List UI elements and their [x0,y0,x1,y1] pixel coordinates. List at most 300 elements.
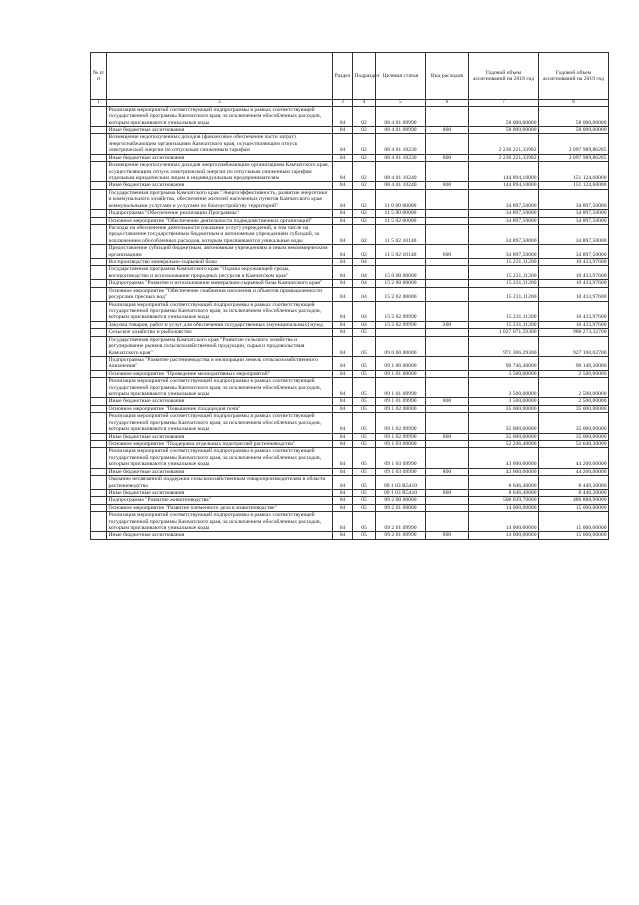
table-row [91,182,609,189]
row-name-cell: Иные бюджетные ассигнования [107,154,333,161]
table-row [91,398,609,405]
column-number-row [91,100,609,107]
row-razdel-cell: 04 [333,182,353,189]
table-row [91,497,609,504]
row-name-cell: Иные бюджетные ассигнования [107,489,333,496]
row-name-cell: Сельское хозяйство и рыболовство [107,329,333,336]
row-2018-cell: 3 500,00000 [469,378,539,398]
row-podrazdel-cell: 04 [353,266,376,280]
row-podrazdel-cell: 05 [353,433,376,440]
row-tsel-cell: 09 1 03 R5410 [376,489,426,496]
column-number: 4 [353,100,376,107]
row-2019-cell: 10 433,97600 [539,266,609,280]
row-vid-cell [426,370,469,377]
row-razdel-cell: 04 [333,266,353,280]
row-num-cell [91,321,107,328]
row-podrazdel-cell: 04 [353,321,376,328]
row-vid-cell [426,106,469,126]
row-name-cell: Реализация мероприятий соответствующей подпрограммы в рамках соответствующей государственной программы Камчатского края, за исключением обособленных расходов, которым присваиваются уникальные коды [107,106,333,126]
table-row [91,448,609,468]
header-vid: Вид расходов [426,53,469,100]
row-podrazdel-cell: 05 [353,504,376,511]
table-row [91,504,609,511]
row-name-cell: Иные бюджетные ассигнования [107,433,333,440]
row-tsel-cell [376,259,426,266]
row-name-cell: Реализация мероприятий соответствующей подпрограммы в рамках соответствующей государственной программы Камчатского края, за исключением обособленных расходов, которым присваиваются уникальные коды [107,448,333,468]
row-vid-cell [426,224,469,244]
row-razdel-cell: 04 [333,336,353,356]
row-2019-cell: 10 433,97600 [539,287,609,301]
row-razdel-cell: 04 [333,512,353,532]
row-num-cell [91,532,107,539]
header-name [107,53,333,100]
row-2018-cell: 34 897,50000 [469,245,539,259]
row-2019-cell: 3 097 989,86285 [539,134,609,154]
row-podrazdel-cell: 05 [353,398,376,405]
table-row [91,259,609,266]
column-number: 5 [376,100,426,107]
column-number: 8 [539,100,609,107]
table-row [91,245,609,259]
table-row [91,433,609,440]
row-tsel-cell: 08 4 01 10230 [376,134,426,154]
header-podrazdel: Подраздел [353,53,376,100]
row-name-cell: Закупка товаров, работ и услуг для обеспечения государственных (муниципальных) нужд [107,321,333,328]
row-2019-cell: 988 273,32700 [539,329,609,336]
row-2019-cell: 3 097 989,86285 [539,154,609,161]
row-num-cell [91,182,107,189]
table-row [91,468,609,475]
row-2019-cell: 15 000,00000 [539,532,609,539]
row-name-cell: Иные бюджетные ассигнования [107,532,333,539]
row-vid-cell [426,259,469,266]
row-razdel-cell: 04 [333,301,353,321]
table-row [91,162,609,182]
budget-table [90,52,609,540]
row-num-cell [91,476,107,490]
row-2019-cell: 15 000,00000 [539,512,609,532]
row-num-cell [91,356,107,370]
header-2018: Годовой объем ассигнований на 2018 год [469,53,539,100]
row-vid-cell: 800 [426,489,469,496]
row-2019-cell: 90 140,30000 [539,356,609,370]
row-2019-cell: 58 000,00000 [539,106,609,126]
table-row [91,154,609,161]
row-2018-cell: 34 897,50000 [469,224,539,244]
row-razdel-cell: 04 [333,224,353,244]
row-tsel-cell: 11 5 02 10140 [376,224,426,244]
table-row [91,287,609,301]
column-number: 6 [426,100,469,107]
row-name-cell: Оказание несвязанной поддержки сельскохозяйственным товаропроизводителям в области растениеводства [107,476,333,490]
row-name-cell: Основное мероприятие "Развитие племенного дела в животноводстве" [107,504,333,511]
row-2018-cell: 15 231,11200 [469,321,539,328]
row-razdel-cell: 04 [333,441,353,448]
row-tsel-cell: 09 2 01 09990 [376,512,426,532]
row-razdel-cell: 04 [333,405,353,412]
row-tsel-cell: 09 1 01 09990 [376,398,426,405]
header-num: № п/п [91,53,107,100]
table-row [91,217,609,224]
row-name-cell: Государственная программа Камчатского края "Энергоэффективность, развитие энергетики и коммунального хозяйства, обеспечение жителей населенных пунктов Камчатского края коммунальными услугами и услугами по благоустройству территорий" [107,189,333,209]
row-2018-cell: 34 897,50000 [469,189,539,209]
row-2018-cell: 34 897,50000 [469,210,539,217]
row-vid-cell [426,356,469,370]
header-tsel: Целевая статья [376,53,426,100]
row-razdel-cell: 04 [333,398,353,405]
row-2018-cell: 2 236 221,33982 [469,134,539,154]
row-name-cell: Реализация мероприятий соответствующей подпрограммы в рамках соответствующей государственной программы Камчатского края, за исключением обособленных расходов, которым присваиваются уникальные коды [107,301,333,321]
row-tsel-cell: 15 2 02 09990 [376,301,426,321]
row-2018-cell: 14 000,00000 [469,532,539,539]
row-vid-cell [426,504,469,511]
row-vid-cell [426,189,469,209]
row-tsel-cell: 09 1 03 09990 [376,448,426,468]
row-vid-cell [426,441,469,448]
row-podrazdel-cell: 05 [353,336,376,356]
row-tsel-cell: 09 1 02 09990 [376,433,426,440]
row-2019-cell: 34 897,50000 [539,224,609,244]
row-razdel-cell: 04 [333,497,353,504]
row-podrazdel-cell: 05 [353,329,376,336]
row-razdel-cell: 04 [333,280,353,287]
row-num-cell [91,280,107,287]
row-razdel-cell: 04 [333,504,353,511]
row-name-cell: Государственная программа Камчатского края "Развитие сельского хозяйства и регулирование рынков сельскохозяйственной продукции, сырья и продовольствия Камчатского края" [107,336,333,356]
row-name-cell: Иные бюджетные ассигнования [107,182,333,189]
header-row [91,53,609,100]
row-num-cell [91,398,107,405]
row-razdel-cell: 04 [333,448,353,468]
row-num-cell [91,106,107,126]
row-2019-cell: 44 200,00000 [539,448,609,468]
row-2019-cell: 151 124,60000 [539,182,609,189]
table-row [91,512,609,532]
row-2018-cell: 15 231,11200 [469,280,539,287]
row-2018-cell: 34 897,50000 [469,217,539,224]
row-podrazdel-cell: 05 [353,532,376,539]
row-razdel-cell: 04 [333,413,353,433]
row-name-cell: Возмещение недополученных доходов (финансовое обеспечение части затрат) энергоснабжающим организациям Камчатского края, осуществляющим отпуск электрической энергии по отпускным сниженным тарифам [107,134,333,154]
row-podrazdel-cell: 02 [353,217,376,224]
table-row [91,476,609,490]
table-row [91,224,609,244]
row-2019-cell: 34 897,50000 [539,189,609,209]
row-2019-cell: 8 440,30000 [539,489,609,496]
row-vid-cell [426,378,469,398]
row-podrazdel-cell: 05 [353,370,376,377]
table-row [91,301,609,321]
row-num-cell [91,489,107,496]
row-2019-cell: 35 000,00000 [539,433,609,440]
column-number: 1 [91,100,107,107]
header-razdel: Раздел [333,53,353,100]
row-2019-cell: 15 000,00000 [539,504,609,511]
row-name-cell: Подпрограмма "Развитие и использование минерально-сырьевой базы Камчатского края" [107,280,333,287]
row-2019-cell: 44 200,00000 [539,468,609,475]
row-2019-cell: 927 160,02700 [539,336,609,356]
row-podrazdel-cell: 02 [353,162,376,182]
row-2018-cell: 15 231,11200 [469,266,539,280]
row-name-cell: Иные бюджетные ассигнования [107,468,333,475]
row-2018-cell: 8 646,40000 [469,489,539,496]
row-name-cell: Иные бюджетные ассигнования [107,127,333,134]
table-row [91,413,609,433]
row-num-cell [91,378,107,398]
row-2018-cell: 8 646,40000 [469,476,539,490]
row-2018-cell: 15 231,11200 [469,287,539,301]
row-num-cell [91,329,107,336]
row-vid-cell [426,329,469,336]
row-2018-cell: 971 306,29300 [469,336,539,356]
row-2018-cell: 43 600,00000 [469,468,539,475]
table-body [91,106,609,539]
row-tsel-cell: 09 2 00 00000 [376,497,426,504]
row-tsel-cell: 09 1 02 09990 [376,413,426,433]
row-2019-cell: 34 897,50000 [539,217,609,224]
row-vid-cell: 800 [426,468,469,475]
table-row [91,336,609,356]
budget-table-page [90,52,608,540]
row-vid-cell [426,448,469,468]
table-row [91,280,609,287]
row-podrazdel-cell: 05 [353,512,376,532]
row-num-cell [91,301,107,321]
row-num-cell [91,441,107,448]
row-tsel-cell: 08 4 01 10240 [376,182,426,189]
row-tsel-cell: 09 1 01 09990 [376,378,426,398]
row-2019-cell: 10 433,97600 [539,301,609,321]
table-row [91,378,609,398]
row-tsel-cell: 11 5 00 00000 [376,210,426,217]
row-num-cell [91,189,107,209]
row-num-cell [91,287,107,301]
row-razdel-cell: 04 [333,329,353,336]
table-row [91,321,609,328]
row-2018-cell: 144 894,10000 [469,162,539,182]
row-2018-cell: 35 000,00000 [469,413,539,433]
table-row [91,532,609,539]
row-num-cell [91,497,107,504]
row-vid-cell [426,287,469,301]
row-vid-cell [426,497,469,504]
row-2019-cell: 151 124,60000 [539,162,609,182]
row-num-cell [91,433,107,440]
row-name-cell: Основное мероприятие "Обеспечение деятельности подведомственных организаций" [107,217,333,224]
row-2018-cell: 14 000,00000 [469,504,539,511]
row-name-cell: Основное мероприятие "Поддержка отдельных подотраслей растениеводства" [107,441,333,448]
row-vid-cell: 800 [426,532,469,539]
row-2018-cell: 35 000,00000 [469,405,539,412]
row-podrazdel-cell: 04 [353,259,376,266]
row-podrazdel-cell: 04 [353,287,376,301]
row-razdel-cell: 04 [333,245,353,259]
row-num-cell [91,413,107,433]
row-razdel-cell: 04 [333,210,353,217]
row-tsel-cell: 15 2 02 09990 [376,321,426,328]
row-name-cell: Воспроизводство минерально-сырьевой базы [107,259,333,266]
row-razdel-cell: 04 [333,489,353,496]
row-name-cell: Возмещение недополученных доходов энергоснабжающим организациям Камчатского края, осуществляющим отпуск электрической энергии по отпускным сниженным тарифам отдельным юридическим лицам и индивидуальным предпринимателям [107,162,333,182]
row-tsel-cell: 15 0 00 00000 [376,266,426,280]
row-podrazdel-cell: 05 [353,441,376,448]
row-razdel-cell: 04 [333,154,353,161]
row-vid-cell: 800 [426,433,469,440]
row-2019-cell: 35 000,00000 [539,405,609,412]
row-name-cell: Подпрограмма "Развитие животноводства" [107,497,333,504]
row-name-cell: Основное мероприятие "Повышение плодородия почв" [107,405,333,412]
row-vid-cell: 800 [426,127,469,134]
row-razdel-cell: 04 [333,433,353,440]
row-podrazdel-cell: 05 [353,413,376,433]
table-row [91,356,609,370]
row-razdel-cell: 04 [333,356,353,370]
row-vid-cell [426,134,469,154]
row-podrazdel-cell: 02 [353,134,376,154]
row-tsel-cell: 11 0 00 00000 [376,189,426,209]
row-num-cell [91,405,107,412]
row-razdel-cell: 04 [333,287,353,301]
row-razdel-cell: 04 [333,189,353,209]
row-tsel-cell: 08 4 01 10230 [376,154,426,161]
row-num-cell [91,127,107,134]
row-razdel-cell: 04 [333,378,353,398]
row-podrazdel-cell: 02 [353,127,376,134]
row-tsel-cell: 15 2 00 00000 [376,280,426,287]
header-2019: Годовой объем ассигнований на 2019 год [539,53,609,100]
row-tsel-cell: 09 1 03 00000 [376,441,426,448]
row-tsel-cell: 09 2 01 09990 [376,532,426,539]
row-num-cell [91,162,107,182]
row-razdel-cell: 04 [333,532,353,539]
row-podrazdel-cell: 02 [353,245,376,259]
row-2018-cell: 3 500,00000 [469,398,539,405]
row-tsel-cell: 09 1 03 09990 [376,468,426,475]
row-2018-cell: 35 000,00000 [469,433,539,440]
row-vid-cell: 200 [426,321,469,328]
row-name-cell: Подпрограмма "Развитие растениеводства и мелиорации земель сельскохозяйственного назначения" [107,356,333,370]
row-2019-cell: 2 500,00000 [539,398,609,405]
row-2019-cell: 35 000,00000 [539,413,609,433]
row-num-cell [91,259,107,266]
row-2018-cell: 52 246,40000 [469,441,539,448]
row-vid-cell: 800 [426,182,469,189]
table-row [91,106,609,126]
row-tsel-cell: 09 1 00 00000 [376,356,426,370]
table-row [91,210,609,217]
row-num-cell [91,210,107,217]
row-2018-cell: 2 236 221,33982 [469,154,539,161]
row-podrazdel-cell: 05 [353,356,376,370]
table-row [91,266,609,280]
row-2018-cell: 1 027 671,59300 [469,329,539,336]
row-vid-cell [426,162,469,182]
row-podrazdel-cell: 05 [353,497,376,504]
table-row [91,127,609,134]
row-tsel-cell: 08 4 01 09990 [376,127,426,134]
row-razdel-cell: 04 [333,476,353,490]
row-podrazdel-cell: 02 [353,224,376,244]
row-tsel-cell: 08 4 01 10240 [376,162,426,182]
row-podrazdel-cell: 02 [353,182,376,189]
row-vid-cell [426,512,469,532]
table-row [91,405,609,412]
row-razdel-cell: 04 [333,370,353,377]
row-vid-cell [426,266,469,280]
table-row [91,329,609,336]
row-podrazdel-cell: 04 [353,301,376,321]
row-2018-cell: 15 231,11200 [469,301,539,321]
row-razdel-cell: 04 [333,259,353,266]
row-vid-cell [426,476,469,490]
row-vid-cell [426,217,469,224]
row-name-cell: Подпрограмма "Обеспечение реализации Программы" [107,210,333,217]
row-2018-cell: 58 000,00000 [469,127,539,134]
row-tsel-cell: 09 1 01 00000 [376,370,426,377]
row-2019-cell: 2 500,00000 [539,370,609,377]
row-2018-cell: 14 000,00000 [469,512,539,532]
row-podrazdel-cell: 05 [353,448,376,468]
row-vid-cell: 600 [426,245,469,259]
row-2019-cell: 480 888,90000 [539,497,609,504]
row-name-cell: Реализация мероприятий соответствующей подпрограммы в рамках соответствующей государственной программы Камчатского края, за исключением обособленных расходов, которым присваиваются уникальные коды [107,413,333,433]
row-vid-cell: 800 [426,398,469,405]
row-name-cell: Основное мероприятие "Проведение мелиоративных мероприятий" [107,370,333,377]
row-podrazdel-cell: 02 [353,189,376,209]
row-razdel-cell: 04 [333,321,353,328]
column-number: 3 [333,100,353,107]
row-name-cell: Государственная программа Камчатского края "Охрана окружающей среды, воспроизводство и использование природных ресурсов в Камчатском крае" [107,266,333,280]
row-vid-cell [426,405,469,412]
row-2019-cell: 34 897,50000 [539,245,609,259]
row-num-cell [91,217,107,224]
row-razdel-cell: 04 [333,106,353,126]
row-vid-cell [426,301,469,321]
column-number: 7 [469,100,539,107]
table-row [91,189,609,209]
row-num-cell [91,504,107,511]
row-2018-cell: 58 000,00000 [469,106,539,126]
row-2018-cell: 3 500,00000 [469,370,539,377]
row-num-cell [91,134,107,154]
table-row [91,370,609,377]
row-2019-cell: 10 433,97600 [539,259,609,266]
row-2019-cell: 52 640,30000 [539,441,609,448]
row-razdel-cell: 04 [333,127,353,134]
row-tsel-cell: 11 5 02 00000 [376,217,426,224]
row-tsel-cell: 09 1 03 R5410 [376,476,426,490]
row-num-cell [91,154,107,161]
row-podrazdel-cell: 05 [353,468,376,475]
row-num-cell [91,336,107,356]
row-tsel-cell: 08 4 01 09990 [376,106,426,126]
row-num-cell [91,512,107,532]
row-tsel-cell: 09 2 01 00000 [376,504,426,511]
row-2018-cell: 43 600,00000 [469,448,539,468]
row-podrazdel-cell: 05 [353,405,376,412]
row-name-cell: Предоставление субсидий бюджетным, автономным учреждениям и иным некоммерческим организациям [107,245,333,259]
row-tsel-cell: 09 1 02 00000 [376,405,426,412]
row-num-cell [91,370,107,377]
row-razdel-cell: 04 [333,134,353,154]
row-2019-cell: 2 500,00000 [539,378,609,398]
row-num-cell [91,224,107,244]
row-podrazdel-cell: 02 [353,106,376,126]
row-vid-cell [426,210,469,217]
row-2019-cell: 10 433,97600 [539,321,609,328]
row-razdel-cell: 04 [333,162,353,182]
row-2019-cell: 10 433,97600 [539,280,609,287]
